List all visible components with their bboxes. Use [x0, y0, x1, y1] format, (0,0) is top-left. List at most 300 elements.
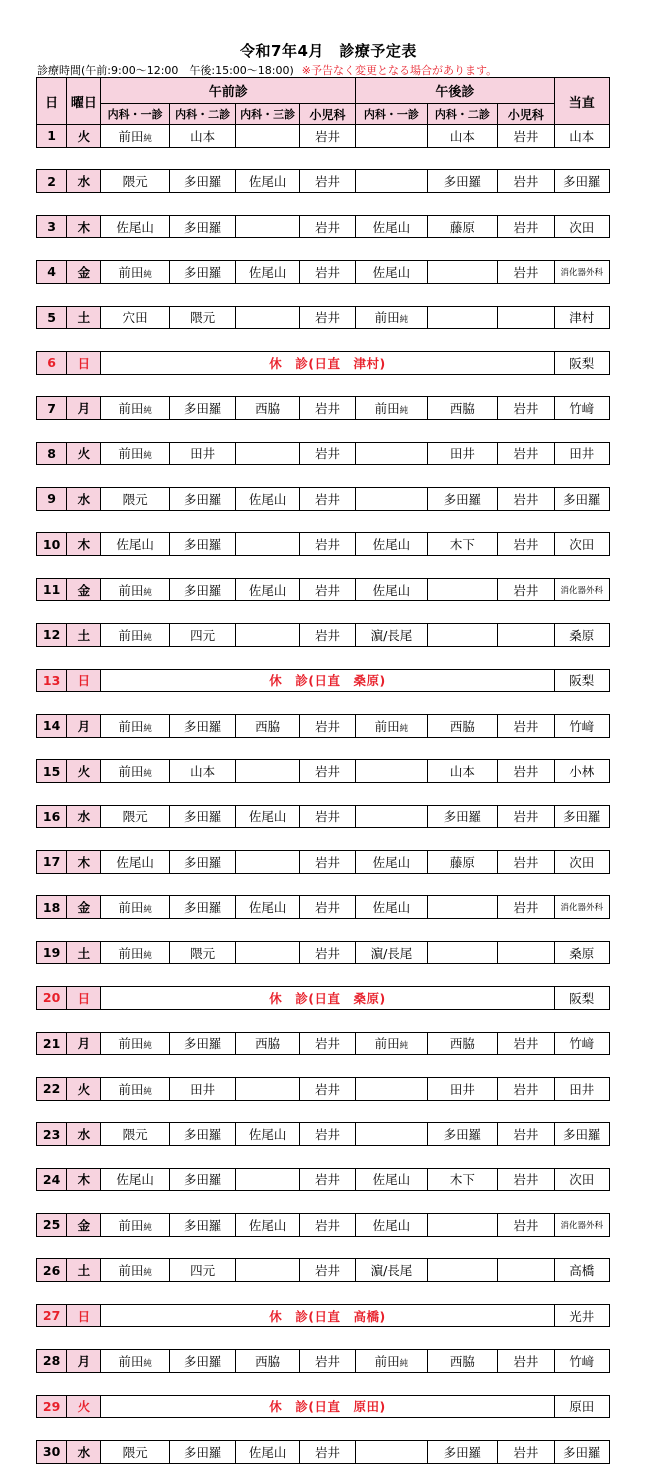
schedule-cell	[101, 760, 169, 783]
duty-cell: 光井	[554, 1304, 609, 1327]
row-spacer	[37, 1418, 610, 1441]
day-cell: 13	[37, 669, 67, 692]
doctor-name: 佐尾山	[248, 174, 287, 190]
name-suffix: 純	[143, 950, 152, 961]
schedule-cell	[101, 1123, 169, 1146]
row-spacer	[37, 510, 610, 533]
name-suffix: 純	[143, 1268, 152, 1279]
doctor-name: 岩井	[513, 1217, 539, 1233]
doctor-name: 田井	[190, 446, 216, 462]
doctor-name: 多田羅	[183, 718, 222, 734]
duty-cell: 竹﨑	[554, 1350, 609, 1373]
doctor-name: 岩井	[513, 809, 539, 825]
name-suffix: 純	[143, 1086, 152, 1097]
table-row	[37, 1350, 610, 1373]
schedule-cell	[169, 1123, 235, 1146]
schedule-cell	[356, 170, 427, 193]
doctor-name: 藤原	[449, 219, 475, 235]
header-am-col: 内科・三診	[236, 104, 299, 125]
doctor-name: 山本	[449, 128, 475, 144]
schedule-cell	[356, 215, 427, 238]
doctor-name: 西脇	[449, 1353, 475, 1369]
doctor-name: 岩井	[314, 219, 340, 235]
schedule-cell	[427, 1440, 497, 1463]
row-spacer	[37, 419, 610, 442]
weekday-cell: 金	[67, 578, 101, 601]
weekday-cell: 月	[67, 1350, 101, 1373]
day-cell: 6	[37, 351, 67, 374]
schedule-cell	[427, 306, 497, 329]
schedule-cell	[236, 1123, 299, 1146]
day-cell: 11	[37, 578, 67, 601]
schedule-cell	[101, 488, 169, 511]
duty-cell: 多田羅	[554, 170, 609, 193]
doctor-name: 多田羅	[183, 491, 222, 507]
row-spacer	[37, 465, 610, 488]
schedule-cell	[498, 851, 554, 874]
doctor-name: 多田羅	[183, 900, 222, 916]
schedule-cell	[236, 1032, 299, 1055]
day-cell: 8	[37, 442, 67, 465]
schedule-cell	[427, 1077, 497, 1100]
doctor-name: 岩井	[314, 582, 340, 598]
day-cell: 28	[37, 1350, 67, 1373]
day-cell: 25	[37, 1214, 67, 1237]
day-cell: 14	[37, 714, 67, 737]
schedule-cell	[498, 533, 554, 556]
schedule-cell	[299, 805, 355, 828]
day-cell: 4	[37, 261, 67, 284]
day-cell: 15	[37, 760, 67, 783]
schedule-cell	[169, 1077, 235, 1100]
schedule-cell	[236, 1077, 299, 1100]
doctor-name: 前田	[118, 1217, 144, 1233]
schedule-cell	[169, 1214, 235, 1237]
weekday-cell: 土	[67, 941, 101, 964]
header-pm-col: 小児科	[498, 104, 554, 125]
schedule-cell	[498, 488, 554, 511]
doctor-name: 前田	[118, 582, 144, 598]
doctor-name: 西脇	[255, 1036, 281, 1052]
doctor-name: 前田	[118, 446, 144, 462]
doctor-name: 隈元	[122, 174, 148, 190]
schedule-cell	[356, 1214, 427, 1237]
spacer-cell	[37, 1191, 610, 1214]
table-row	[37, 1032, 610, 1055]
schedule-cell	[169, 760, 235, 783]
page-title: 令和7年4月 診療予定表	[240, 42, 417, 60]
doctor-name: 岩井	[314, 1036, 340, 1052]
doctor-name: 岩井	[513, 900, 539, 916]
name-suffix: 純	[399, 315, 409, 326]
duty-cell: 小林	[554, 760, 609, 783]
schedule-cell	[169, 896, 235, 919]
day-cell: 27	[37, 1304, 67, 1327]
schedule-cell	[498, 1214, 554, 1237]
table-row	[37, 896, 610, 919]
weekday-cell: 水	[67, 1123, 101, 1146]
schedule-cell	[498, 624, 554, 647]
schedule-cell	[236, 170, 299, 193]
schedule-cell	[498, 261, 554, 284]
doctor-name: 多田羅	[443, 1444, 482, 1460]
duty-cell: 次田	[554, 1168, 609, 1191]
day-cell: 12	[37, 624, 67, 647]
duty-cell: 原田	[554, 1395, 609, 1418]
table-row	[37, 669, 610, 692]
schedule-cell	[356, 851, 427, 874]
row-spacer	[37, 737, 610, 760]
duty-cell: 阪梨	[554, 669, 609, 692]
header-pm-col: 内科・二診	[427, 104, 497, 125]
spacer-cell	[37, 1418, 610, 1441]
row-spacer	[37, 329, 610, 352]
day-cell: 2	[37, 170, 67, 193]
doctor-name: 岩井	[314, 809, 340, 825]
spacer-cell	[37, 1055, 610, 1078]
schedule-cell	[356, 896, 427, 919]
table-row	[37, 397, 610, 420]
table-row	[37, 306, 610, 329]
doctor-name: 隈元	[122, 491, 148, 507]
weekday-cell: 水	[67, 488, 101, 511]
row-spacer	[37, 1100, 610, 1123]
schedule-cell	[498, 578, 554, 601]
row-spacer	[37, 964, 610, 987]
doctor-name: 岩井	[513, 1127, 539, 1143]
name-suffix: 純	[399, 1041, 409, 1052]
doctor-name: 岩井	[314, 128, 340, 144]
doctor-name: 岩井	[513, 718, 539, 734]
spacer-cell	[37, 147, 610, 170]
doctor-name: 西脇	[449, 1036, 475, 1052]
schedule-cell	[101, 1440, 169, 1463]
schedule-cell	[101, 896, 169, 919]
schedule-cell	[427, 1032, 497, 1055]
doctor-name: 藤原	[449, 854, 475, 870]
schedule-cell	[299, 760, 355, 783]
name-suffix: 純	[143, 905, 152, 916]
schedule-cell	[498, 1032, 554, 1055]
doctor-name: 岩井	[314, 401, 340, 417]
header-duty: 当直	[554, 78, 609, 125]
schedule-cell	[101, 261, 169, 284]
doctor-name: 多田羅	[443, 174, 482, 190]
duty-cell: 津村	[554, 306, 609, 329]
schedule-cell	[101, 397, 169, 420]
doctor-name: 多田羅	[443, 491, 482, 507]
doctor-name: 佐尾山	[372, 219, 411, 235]
schedule-cell	[169, 578, 235, 601]
schedule-cell	[356, 306, 427, 329]
schedule-cell	[101, 306, 169, 329]
table-row	[37, 488, 610, 511]
schedule-cell	[356, 760, 427, 783]
doctor-name: 岩井	[513, 537, 539, 553]
schedule-cell	[299, 624, 355, 647]
schedule-cell	[169, 805, 235, 828]
schedule-cell	[236, 1350, 299, 1373]
header-weekday: 曜日	[67, 78, 101, 125]
doctor-name: 田井	[449, 446, 475, 462]
doctor-name: 前田	[118, 401, 144, 417]
doctor-name: 岩井	[513, 264, 539, 280]
schedule-cell	[236, 1168, 299, 1191]
doctor-name: 前田	[118, 264, 144, 280]
spacer-cell	[37, 465, 610, 488]
day-cell: 20	[37, 987, 67, 1010]
schedule-cell	[236, 941, 299, 964]
duty-cell: 消化器外科	[554, 261, 609, 284]
change-notice: ※予告なく変更となる場合があります。	[301, 64, 498, 77]
doctor-name: 佐尾山	[248, 582, 287, 598]
spacer-cell	[37, 964, 610, 987]
day-cell: 24	[37, 1168, 67, 1191]
day-cell: 9	[37, 488, 67, 511]
table-row	[37, 1440, 610, 1463]
row-spacer	[37, 556, 610, 579]
schedule-cell	[498, 1123, 554, 1146]
doctor-name: 四元	[190, 1263, 216, 1279]
spacer-cell	[37, 329, 610, 352]
table-row	[37, 578, 610, 601]
schedule-cell	[427, 1168, 497, 1191]
schedule-cell	[236, 896, 299, 919]
doctor-name: 前田	[118, 945, 144, 961]
schedule-cell	[299, 941, 355, 964]
schedule-cell	[101, 624, 169, 647]
doctor-name: 西脇	[255, 718, 281, 734]
doctor-name: 前田	[118, 718, 144, 734]
day-cell: 26	[37, 1259, 67, 1282]
spacer-cell	[37, 374, 610, 397]
schedule-cell	[101, 851, 169, 874]
table-row	[37, 1304, 610, 1327]
spacer-cell	[37, 919, 610, 942]
weekday-cell: 日	[67, 669, 101, 692]
doctor-name: 隈元	[122, 1127, 148, 1143]
doctor-name: 木下	[449, 537, 475, 553]
doctor-name: 佐尾山	[372, 900, 411, 916]
doctor-name: 多田羅	[443, 1127, 482, 1143]
doctor-name: 四元	[190, 627, 216, 643]
schedule-cell	[356, 1077, 427, 1100]
schedule-cell	[101, 1350, 169, 1373]
schedule-cell	[356, 1032, 427, 1055]
schedule-cell	[356, 714, 427, 737]
doctor-name: 前田	[118, 627, 144, 643]
doctor-name: 岩井	[314, 1172, 340, 1188]
schedule-cell	[356, 533, 427, 556]
doctor-name: 隈元	[190, 310, 216, 326]
schedule-cell	[169, 624, 235, 647]
doctor-name: 佐尾山	[372, 582, 411, 598]
table-row	[37, 351, 610, 374]
table-row	[37, 125, 610, 148]
schedule-table	[36, 77, 610, 1464]
schedule-cell	[427, 851, 497, 874]
day-cell: 23	[37, 1123, 67, 1146]
duty-cell: 次田	[554, 215, 609, 238]
spacer-cell	[37, 1282, 610, 1305]
row-spacer	[37, 828, 610, 851]
doctor-name: 西脇	[449, 718, 475, 734]
schedule-cell	[299, 1214, 355, 1237]
doctor-name: 岩井	[314, 310, 340, 326]
doctor-name: 前田	[374, 1353, 400, 1369]
duty-cell: 田井	[554, 1077, 609, 1100]
schedule-cell	[299, 896, 355, 919]
schedule-cell	[427, 397, 497, 420]
schedule-cell	[427, 125, 497, 148]
doctor-name: 佐尾山	[248, 1444, 287, 1460]
row-spacer	[37, 1191, 610, 1214]
spacer-cell	[37, 782, 610, 805]
spacer-cell	[37, 556, 610, 579]
weekday-cell: 木	[67, 533, 101, 556]
doctor-name: 多田羅	[183, 537, 222, 553]
doctor-name: 前田	[118, 1036, 144, 1052]
doctor-name: 岩井	[314, 1081, 340, 1097]
name-suffix: 純	[143, 451, 152, 462]
doctor-name: 岩井	[314, 764, 340, 780]
schedule-cell	[236, 306, 299, 329]
hours-line	[37, 62, 497, 78]
schedule-cell	[101, 578, 169, 601]
doctor-name: 多田羅	[183, 1127, 222, 1143]
schedule-cell	[299, 442, 355, 465]
duty-cell: 竹﨑	[554, 1032, 609, 1055]
duty-cell: 阪梨	[554, 987, 609, 1010]
name-suffix: 純	[143, 133, 152, 144]
row-spacer	[37, 1282, 610, 1305]
name-suffix: 純	[143, 632, 152, 643]
table-row	[37, 442, 610, 465]
schedule-cell	[356, 805, 427, 828]
schedule-cell	[236, 488, 299, 511]
schedule-cell	[498, 1077, 554, 1100]
table-row	[37, 533, 610, 556]
row-spacer	[37, 1327, 610, 1350]
doctor-name: 岩井	[513, 446, 539, 462]
schedule-cell	[169, 1259, 235, 1282]
spacer-cell	[37, 828, 610, 851]
doctor-name: 多田羅	[183, 854, 222, 870]
schedule-cell	[299, 851, 355, 874]
weekday-cell: 金	[67, 1214, 101, 1237]
doctor-name: 多田羅	[183, 809, 222, 825]
schedule-cell	[427, 714, 497, 737]
row-spacer	[37, 193, 610, 216]
schedule-cell	[356, 1168, 427, 1191]
duty-cell: 次田	[554, 533, 609, 556]
schedule-cell	[299, 1123, 355, 1146]
weekday-cell: 日	[67, 1304, 101, 1327]
schedule-cell	[236, 760, 299, 783]
schedule-cell	[169, 1168, 235, 1191]
row-spacer	[37, 1055, 610, 1078]
header-pm: 午後診	[356, 78, 554, 104]
doctor-name: 多田羅	[183, 1353, 222, 1369]
schedule-cell	[498, 1440, 554, 1463]
table-row	[37, 1214, 610, 1237]
spacer-cell	[37, 283, 610, 306]
schedule-cell	[101, 1077, 169, 1100]
schedule-cell	[498, 306, 554, 329]
schedule-cell	[101, 442, 169, 465]
schedule-cell	[236, 125, 299, 148]
doctor-name: 木下	[449, 1172, 475, 1188]
duty-cell: 竹﨑	[554, 397, 609, 420]
schedule-cell	[169, 941, 235, 964]
spacer-cell	[37, 1236, 610, 1259]
table-row	[37, 1259, 610, 1282]
weekday-cell: 月	[67, 714, 101, 737]
table-row	[37, 1123, 610, 1146]
weekday-cell: 土	[67, 624, 101, 647]
schedule-body	[37, 125, 610, 1464]
clinic-hours: 診療時間(午前:9:00～12:00 午後:15:00～18:00)	[37, 64, 294, 77]
spacer-cell	[37, 1145, 610, 1168]
schedule-cell	[236, 397, 299, 420]
doctor-name: 岩井	[314, 900, 340, 916]
doctor-name: 多田羅	[183, 1036, 222, 1052]
doctor-name: 岩井	[513, 401, 539, 417]
schedule-cell	[169, 261, 235, 284]
weekday-cell: 月	[67, 397, 101, 420]
spacer-cell	[37, 193, 610, 216]
schedule-cell	[427, 578, 497, 601]
schedule-cell	[169, 306, 235, 329]
day-cell: 22	[37, 1077, 67, 1100]
schedule-cell	[101, 941, 169, 964]
day-cell: 30	[37, 1440, 67, 1463]
doctor-name: 佐尾山	[116, 854, 154, 870]
name-suffix: 純	[143, 1041, 152, 1052]
schedule-cell	[101, 1259, 169, 1282]
doctor-name: 岩井	[513, 491, 539, 507]
spacer-cell	[37, 737, 610, 760]
doctor-name: 前田	[118, 1353, 144, 1369]
spacer-cell	[37, 873, 610, 896]
schedule-cell	[101, 1168, 169, 1191]
day-cell: 3	[37, 215, 67, 238]
row-spacer	[37, 646, 610, 669]
schedule-cell	[169, 488, 235, 511]
schedule-cell	[498, 1350, 554, 1373]
day-cell: 1	[37, 125, 67, 148]
doctor-name: 多田羅	[183, 1217, 222, 1233]
schedule-cell	[498, 1168, 554, 1191]
schedule-cell	[169, 170, 235, 193]
table-row	[37, 760, 610, 783]
doctor-name: 佐尾山	[248, 900, 287, 916]
spacer-cell	[37, 692, 610, 715]
day-cell: 19	[37, 941, 67, 964]
doctor-name: 濵/長尾	[370, 1263, 413, 1279]
doctor-name: 山本	[449, 764, 475, 780]
schedule-cell	[498, 760, 554, 783]
schedule-cell	[427, 261, 497, 284]
row-spacer	[37, 782, 610, 805]
name-suffix: 純	[143, 269, 152, 280]
doctor-name: 前田	[118, 764, 144, 780]
name-suffix: 純	[399, 723, 409, 734]
doctor-name: 多田羅	[443, 809, 482, 825]
duty-cell: 多田羅	[554, 488, 609, 511]
schedule-cell	[498, 397, 554, 420]
table-row	[37, 1395, 610, 1418]
